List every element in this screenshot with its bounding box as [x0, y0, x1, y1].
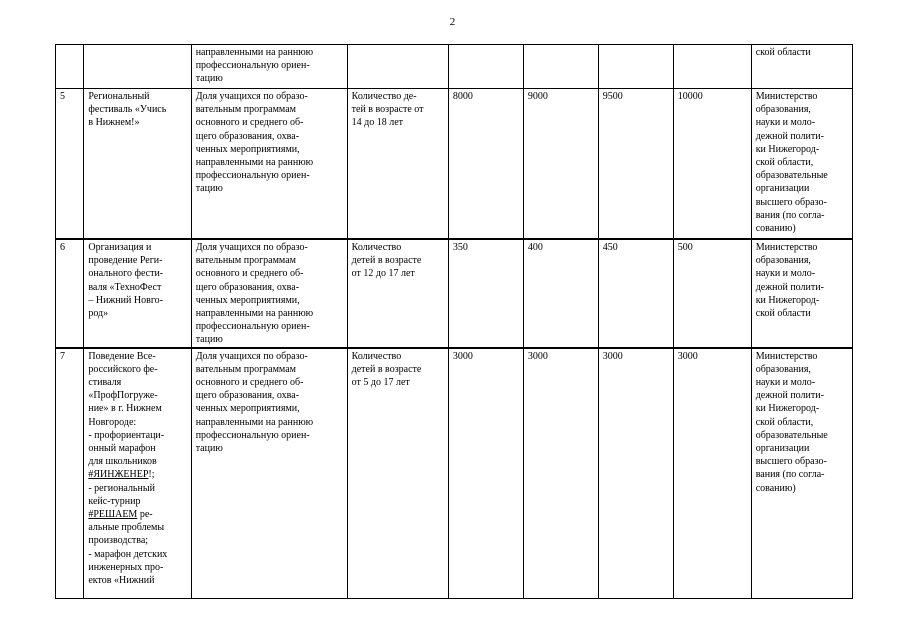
cell-line: – Нижний Новго-: [88, 294, 164, 306]
table-row: [56, 239, 853, 348]
cell-line: ской области: [755, 308, 811, 320]
cell-indicator: [191, 239, 347, 348]
table-row: [56, 45, 853, 89]
cell-line: высшего образо-: [755, 196, 827, 208]
cell-line: щего образования, охва-: [195, 130, 300, 142]
cell-value-4: 3000: [673, 348, 751, 599]
cell-value-2: [523, 45, 598, 89]
cell-line: профессиональную ориен-: [195, 170, 310, 182]
cell-line: вания (по согла-: [755, 209, 825, 221]
cell-number: 5: [56, 89, 84, 240]
cell-line: направленными на раннюю: [195, 308, 314, 320]
cell-line: ки Нижегород-: [755, 294, 820, 306]
cell-line: «ПрофПогруже-: [88, 390, 158, 402]
cell-line: направленными на раннюю: [195, 416, 314, 428]
cell-line: науки и моло-: [755, 117, 816, 129]
cell-line: основного и среднего об-: [195, 117, 304, 129]
cell-line: детей в возрасте: [351, 363, 422, 375]
cell-line: образования,: [755, 255, 811, 267]
cell-line: от 12 до 17 лет: [351, 268, 415, 280]
cell-value-4: [673, 45, 751, 89]
measures-table: [55, 44, 853, 599]
cell-value-3: [598, 45, 673, 89]
cell-line: тацию: [195, 183, 223, 195]
cell-line: Региональный: [88, 91, 150, 102]
cell-value-3: 3000: [598, 348, 673, 599]
table-row: [56, 348, 853, 599]
cell-line: - профориентаци-: [88, 429, 165, 441]
cell-value-3: 9500: [598, 89, 673, 240]
cell-line: 14 до 18 лет: [351, 117, 404, 129]
cell-event-name: [84, 348, 191, 599]
cell-line: вательным программам: [195, 363, 296, 375]
cell-line: образования,: [755, 104, 811, 116]
cell-line: Количество: [351, 242, 402, 253]
cell-line: тацию: [195, 443, 223, 455]
cell-line: онального фести-: [88, 268, 164, 280]
cell-line: производства;: [88, 535, 149, 547]
cell-line: тацию: [195, 334, 223, 346]
cell-line: проведение Реги-: [88, 255, 163, 267]
cell-line: вательным программам: [195, 255, 296, 267]
cell-value-1: 350: [448, 239, 523, 348]
cell-line: род»: [88, 308, 109, 320]
cell-line: тей в возрасте от: [351, 104, 424, 116]
cell-indicator: [191, 348, 347, 599]
cell-line: сованию): [755, 482, 796, 494]
cell-line: профессиональную ориен-: [195, 321, 310, 333]
cell-line: вательным программам: [195, 104, 296, 116]
cell-line: щего образования, охва-: [195, 390, 300, 402]
cell-line: образовательные: [755, 429, 828, 441]
cell-line: организации: [755, 183, 810, 195]
cell-line: ки Нижегород-: [755, 403, 820, 415]
cell-line: ектов «Нижний: [88, 575, 155, 587]
cell-line: Министерство: [755, 350, 818, 362]
cell-line: онный марафон: [88, 443, 156, 455]
cell-line: Министерство: [755, 91, 818, 102]
cell-indicator: [191, 45, 347, 89]
cell-line: Количество де-: [351, 91, 417, 102]
cell-indicator: [191, 89, 347, 240]
cell-executor: [751, 348, 852, 599]
cell-value-2: 3000: [523, 348, 598, 599]
cell-measure: [347, 239, 448, 348]
cell-executor: [751, 45, 852, 89]
cell-line: Доля учащихся по образо-: [195, 91, 308, 102]
cell-line: дежной полити-: [755, 130, 824, 142]
cell-line: - марафон детских: [88, 548, 168, 560]
cell-number: 6: [56, 239, 84, 348]
cell-value-1: 3000: [448, 348, 523, 599]
cell-value-4: 500: [673, 239, 751, 348]
cell-line: #РЕШАЕМ ре-: [88, 509, 153, 521]
cell-line: от 5 до 17 лет: [351, 377, 410, 389]
cell-line: фестиваль «Учись: [88, 104, 167, 116]
page-number: 2: [449, 16, 456, 28]
cell-number: 7: [56, 348, 84, 599]
cell-line: ченных мероприятиями,: [195, 403, 300, 415]
cell-event-name: [84, 89, 191, 240]
cell-executor: [751, 89, 852, 240]
cell-value-2: 9000: [523, 89, 598, 240]
cell-line: образовательные: [755, 170, 828, 182]
cell-line: детей в возрасте: [351, 255, 422, 267]
cell-line: организации: [755, 443, 810, 455]
cell-line: ки Нижегород-: [755, 143, 820, 155]
cell-measure: [347, 348, 448, 599]
cell-line: стиваля: [88, 377, 122, 389]
cell-line: профессиональную ориен-: [195, 60, 310, 72]
cell-line: дежной полити-: [755, 281, 824, 293]
cell-executor: [751, 239, 852, 348]
cell-line: российского фе-: [88, 363, 158, 375]
cell-event-name: [84, 239, 191, 348]
cell-line: - региональный: [88, 482, 155, 494]
cell-value-2: 400: [523, 239, 598, 348]
cell-line: ской области,: [755, 157, 814, 169]
cell-line: вания (по согла-: [755, 469, 825, 481]
cell-line: в Нижнем!»: [88, 117, 140, 129]
cell-value-4: 10000: [673, 89, 751, 240]
cell-line: науки и моло-: [755, 268, 816, 280]
cell-line: Новгороде:: [88, 416, 137, 428]
cell-line: основного и среднего об-: [195, 377, 304, 389]
cell-line: направленными на раннюю: [195, 157, 314, 169]
cell-line: тацию: [195, 73, 223, 85]
cell-line: Министерство: [755, 242, 818, 253]
cell-line: Доля учащихся по образо-: [195, 242, 308, 253]
cell-line: Поведение Все-: [88, 350, 156, 362]
table-row: [56, 89, 853, 240]
cell-line: #ЯИНЖЕНЕР!;: [88, 469, 155, 481]
cell-line: направленными на раннюю: [195, 47, 314, 58]
cell-number: [56, 45, 84, 89]
cell-measure: [347, 89, 448, 240]
cell-event-name: [84, 45, 191, 89]
cell-line: альные проблемы: [88, 522, 165, 534]
cell-line: кейс-турнир: [88, 495, 141, 507]
cell-line: ской области,: [755, 416, 814, 428]
cell-line: Доля учащихся по образо-: [195, 350, 308, 362]
cell-value-1: 8000: [448, 89, 523, 240]
cell-line: образования,: [755, 363, 811, 375]
cell-line: инженерных про-: [88, 561, 164, 573]
cell-line: щего образования, охва-: [195, 281, 300, 293]
cell-line: для школьников: [88, 456, 157, 468]
cell-value-3: 450: [598, 239, 673, 348]
cell-line: ние» в г. Нижнем: [88, 403, 162, 415]
cell-line: высшего образо-: [755, 456, 827, 468]
cell-measure: [347, 45, 448, 89]
cell-line: Количество: [351, 350, 402, 362]
cell-line: ченных мероприятиями,: [195, 294, 300, 306]
cell-line: валя «ТехноФест: [88, 281, 162, 293]
cell-line: профессиональную ориен-: [195, 429, 310, 441]
cell-line: дежной полити-: [755, 390, 824, 402]
cell-line: Организация и: [88, 242, 152, 253]
cell-line: сованию): [755, 223, 796, 235]
cell-line: основного и среднего об-: [195, 268, 304, 280]
cell-value-1: [448, 45, 523, 89]
cell-line: науки и моло-: [755, 377, 816, 389]
cell-line: ской области: [755, 47, 811, 58]
cell-line: ченных мероприятиями,: [195, 143, 300, 155]
